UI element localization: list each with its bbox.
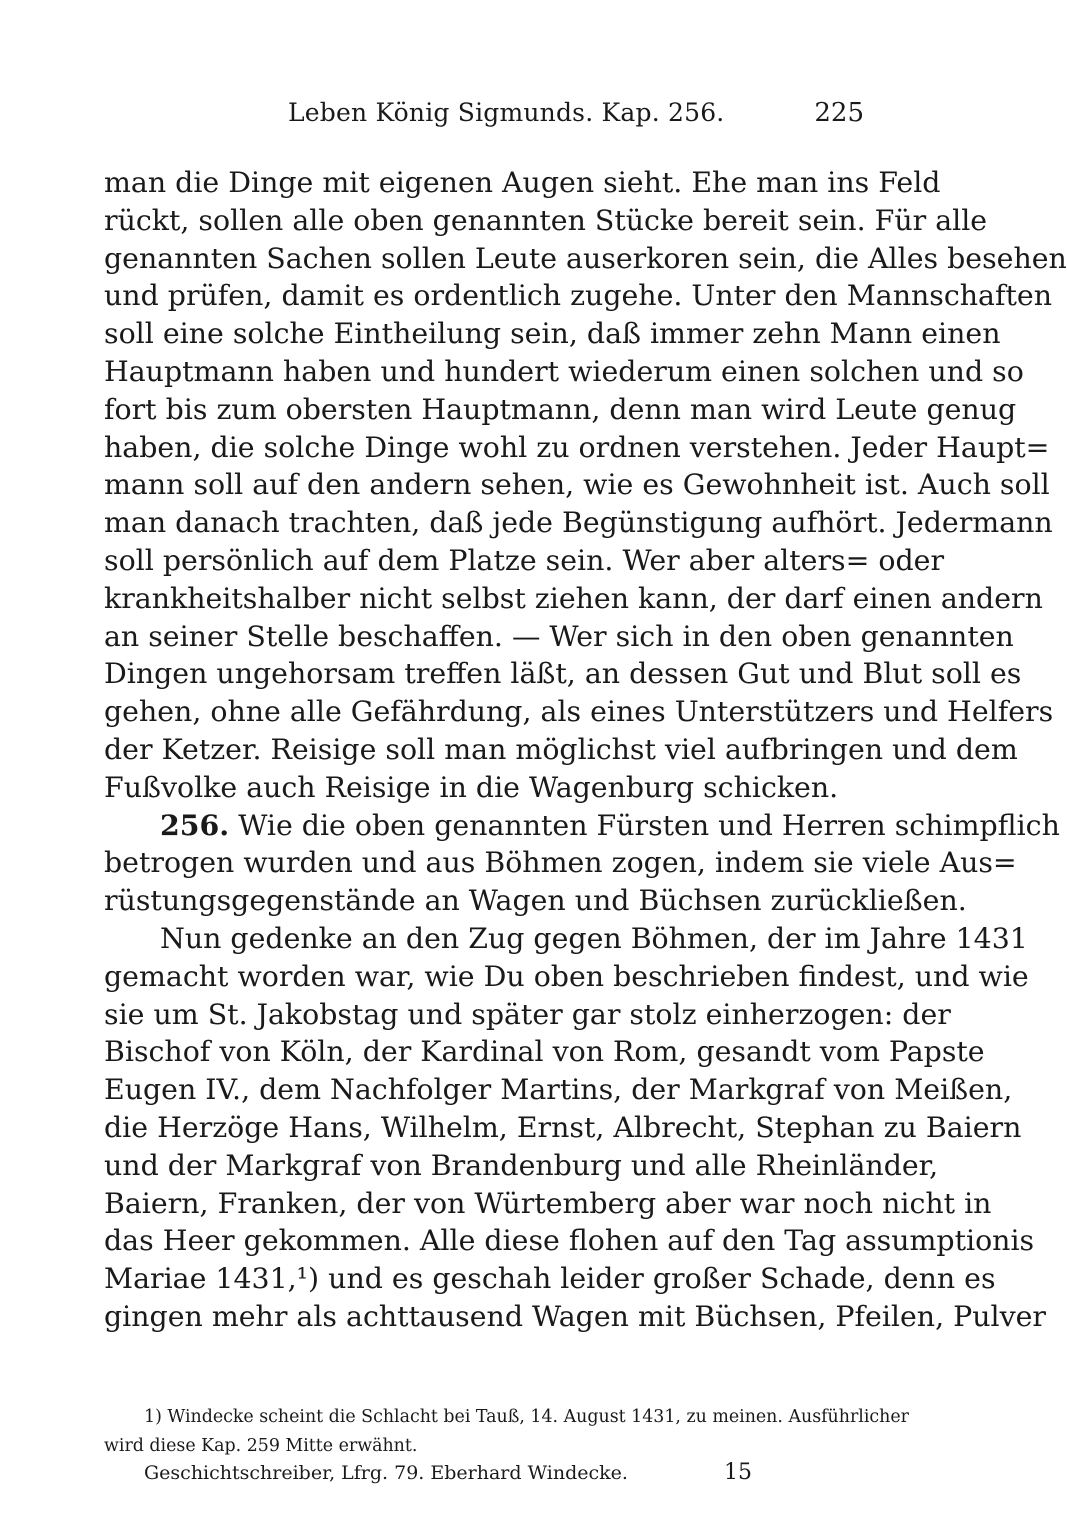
section-number: 256.: [160, 807, 230, 842]
text-line: Hauptmann haben und hundert wiederum einen solchen und so: [104, 354, 1024, 388]
running-head: [104, 98, 864, 134]
text-line: Fußvolke auch Reisige in die Wagenburg schicken.: [104, 770, 839, 804]
text-line: mann soll auf den andern sehen, wie es Gewohnheit ist. Auch soll: [104, 468, 1050, 502]
body-text: [104, 164, 1067, 1336]
text-line: Baiern, Franken, der von Würtemberg aber war noch nicht in: [104, 1186, 992, 1220]
printer-signature: [144, 1462, 752, 1492]
text-line: haben, die solche Dinge wohl zu ordnen verstehen. Jeder Haupt=: [104, 430, 1050, 464]
text-line: der Ketzer. Reisige soll man möglichst viel aufbringen und dem: [104, 732, 1018, 766]
section-heading-line: [104, 807, 1060, 845]
text-line: sie um St. Jakobstag und später gar stolz einherzogen: der: [104, 997, 951, 1031]
text-line: Nun gedenke an den Zug gegen Böhmen, der im Jahre 1431: [160, 921, 1028, 955]
text-line: man danach trachten, daß jede Begünstigung aufhört. Jedermann: [104, 506, 1053, 540]
text-line: an seiner Stelle beschaffen. — Wer sich in den oben genannten: [104, 619, 1014, 653]
text-line: Mariae 1431,¹) und es geschah leider großer Schade, denn es: [104, 1262, 996, 1296]
signature-mark: 15: [724, 1460, 752, 1485]
footnotes: [104, 1403, 909, 1461]
text-line: gemacht worden war, wie Du oben beschrieben findest, und wie: [104, 959, 1029, 993]
text-line: rückt, sollen alle oben genannten Stücke bereit sein. Für alle: [104, 203, 988, 237]
section-heading-line: rüstungsgegenstände an Wagen und Büchsen zurückließen.: [104, 884, 967, 918]
text-line: krankheitshalber nicht selbst ziehen kann, der darf einen andern: [104, 581, 1043, 615]
text-line: das Heer gekommen. Alle diese flohen auf den Tag assumptionis: [104, 1224, 1035, 1258]
text-line: genannten Sachen sollen Leute auserkoren sein, die Alles besehen: [104, 241, 1067, 275]
running-title: Leben König Sigmunds. Kap. 256.: [288, 98, 725, 127]
text-line: fort bis zum obersten Hauptmann, denn man wird Leute genug: [104, 392, 1017, 426]
text-line: gingen mehr als achttausend Wagen mit Büchsen, Pfeilen, Pulver: [104, 1299, 1047, 1333]
text-line: Bischof von Köln, der Kardinal von Rom, gesandt vom Papste: [104, 1035, 985, 1069]
text-line: Dingen ungehorsam treffen läßt, an dessen Gut und Blut soll es: [104, 657, 1022, 691]
page-number: 225: [814, 98, 864, 128]
text-line: soll persönlich auf dem Platze sein. Wer aber alters= oder: [104, 543, 945, 577]
text-line: soll eine solche Eintheilung sein, daß immer zehn Mann einen: [104, 317, 1001, 351]
signature-text: Geschichtschreiber, Lfrg. 79. Eberhard Windecke.: [144, 1462, 628, 1484]
text-line: und der Markgraf von Brandenburg und alle Rheinländer,: [104, 1148, 939, 1182]
footnote-line: 1) Windecke scheint die Schlacht bei Tauß, 14. August 1431, zu meinen. Ausführlicher: [144, 1407, 909, 1427]
text-line: man die Dinge mit eigenen Augen sieht. Ehe man ins Feld: [104, 166, 941, 199]
footnote-line: wird diese Kap. 259 Mitte erwähnt.: [104, 1436, 418, 1456]
text-line: die Herzöge Hans, Wilhelm, Ernst, Albrecht, Stephan zu Baiern: [104, 1110, 1022, 1144]
section-heading-line: betrogen wurden und aus Böhmen zogen, indem sie viele Aus=: [104, 846, 1017, 880]
text-line: Eugen IV., dem Nachfolger Martins, der Markgraf von Meißen,: [104, 1073, 1013, 1107]
section-heading-text: Wie die oben genannten Fürsten und Herren schimpflich: [238, 808, 1060, 842]
text-line: und prüfen, damit es ordentlich zugehe. Unter den Mannschaften: [104, 279, 1052, 313]
text-line: gehen, ohne alle Gefährdung, als eines Unterstützers und Helfers: [104, 695, 1054, 729]
